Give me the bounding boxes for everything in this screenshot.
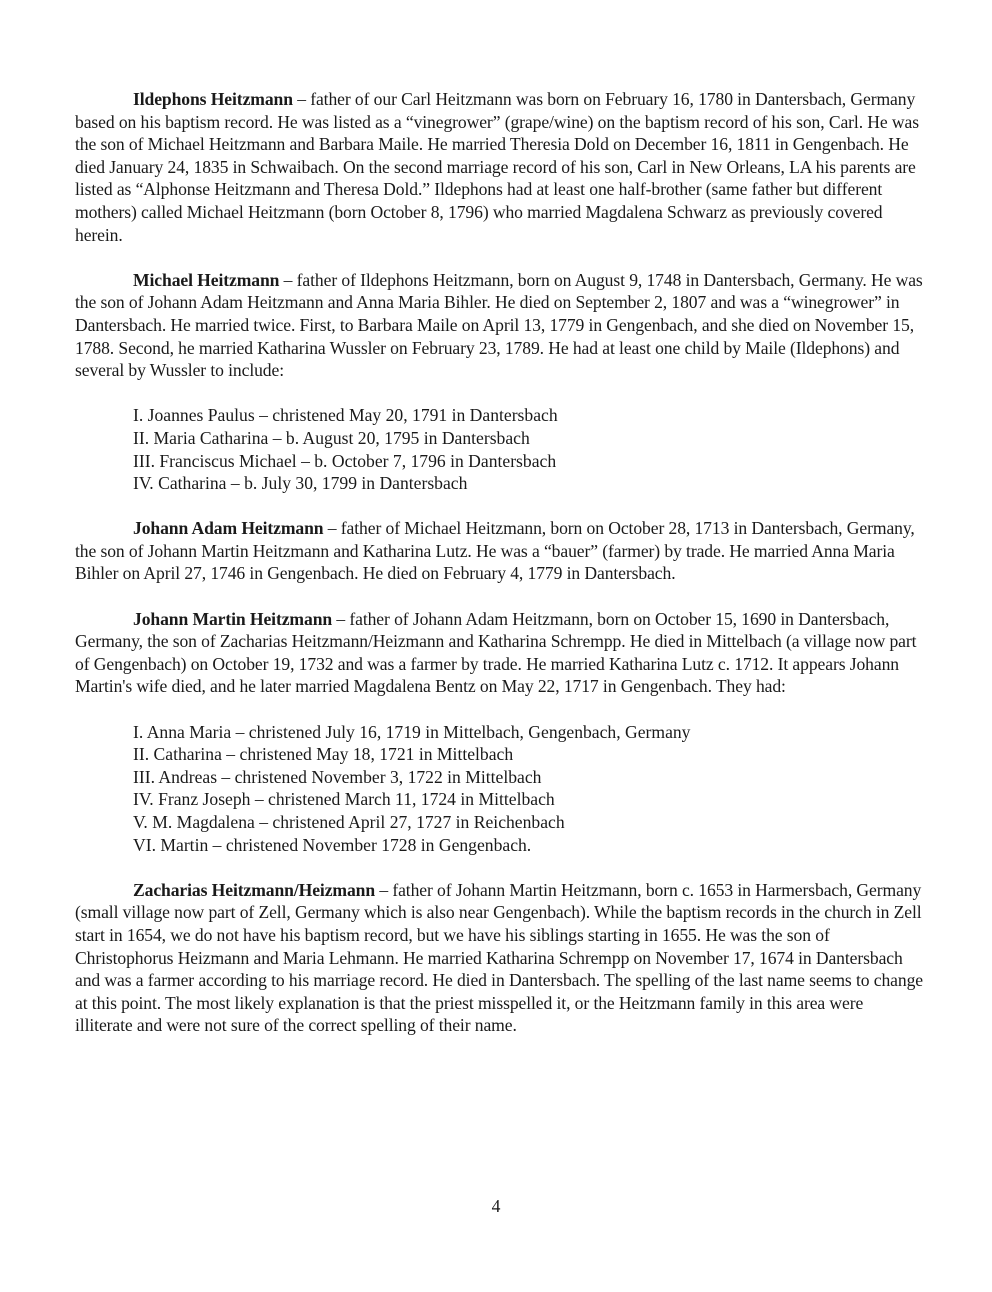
martin-children-list bbox=[75, 721, 925, 857]
list-item bbox=[133, 450, 925, 473]
list-numeral: I. bbox=[133, 405, 144, 426]
paragraph-johann-adam bbox=[75, 517, 925, 585]
list-item bbox=[133, 472, 925, 495]
paragraph-text: – father of Johann Martin Heitzmann, born c. 1653 in Harmersbach, Germany (small village now part of Zell, Germany which is also near Gengenbach). While the baptism records in the church in Zell start in 1654, we do not have his baptism record, but we have his siblings starting in 1655. He was the son of Christophorus Heizmann and Maria Lehmann. He married Katharina Schrempp on November 17, 1674 in Dantersbach and was a farmer according to his marriage record. He died in Dantersbach. The spelling of the last name seems to change at this point. The most likely explanation is that the priest misspelled it, or the Heitzmann family in this area were illiterate and were not sure of the correct spelling of their name. bbox=[75, 879, 923, 1036]
paragraph-michael bbox=[75, 269, 925, 382]
list-item bbox=[133, 427, 925, 450]
list-numeral: III. bbox=[133, 450, 155, 471]
person-name: Michael Heitzmann bbox=[133, 269, 280, 290]
paragraph-zacharias bbox=[75, 879, 925, 1037]
paragraph-johann-martin bbox=[75, 608, 925, 698]
paragraph-ildephons bbox=[75, 88, 925, 246]
list-numeral: V. bbox=[133, 812, 148, 832]
list-item-text: Catharina – b. July 30, 1799 in Dantersbach bbox=[153, 473, 468, 494]
list-item bbox=[133, 788, 925, 811]
paragraph-text: – father of Michael Heitzmann, born on October 28, 1713 in Dantersbach, Germany, the son of Johann Martin Heitzmann and Katharina Lutz. He was a “bauer” (farmer) by trade. He married Anna Maria Bihler on April 27, 1746 in Gengenbach. He died on February 4, 1779 in Dantersbach. bbox=[75, 518, 915, 584]
list-item bbox=[133, 766, 925, 789]
list-item-text: Maria Catharina – b. August 20, 1795 in Dantersbach bbox=[149, 427, 530, 448]
page-number: 4 bbox=[491, 1196, 501, 1216]
paragraph-text: – father of our Carl Heitzmann was born on February 16, 1780 in Dantersbach, Germany based on his baptism record. He was listed as a “vinegrower” (grape/wine) on the baptism record of his son, Carl. He was the son of Michael Heitzmann and Barbara Maile. He married Theresia Dold on December 16, 1811 in Gengenbach. He died January 24, 1835 in Schwaibach. On the second marriage record of his son, Carl in New Orleans, LA his parents are listed as “Alphonse Heitzmann and Theresa Dold.” Ildephons had at least one half-brother (same father but different mothers) called Michael Heitzmann (born October 8, 1796) who married Magdalena Schwarz as previously covered herein. bbox=[75, 89, 919, 245]
list-item-text: Andreas – christened November 3, 1722 in Mittelbach bbox=[154, 766, 542, 787]
list-item-text: Franciscus Michael – b. October 7, 1796 in Dantersbach bbox=[154, 450, 557, 471]
list-numeral: IV. bbox=[133, 789, 154, 810]
list-numeral: III. bbox=[133, 766, 155, 787]
list-item-text: Catharina – christened May 18, 1721 in Mittelbach bbox=[149, 744, 514, 765]
michael-children-list bbox=[75, 404, 925, 494]
list-item bbox=[133, 834, 925, 857]
list-numeral: IV. bbox=[133, 473, 154, 494]
list-numeral: VI. bbox=[133, 834, 156, 855]
person-name: Johann Martin Heitzmann bbox=[133, 608, 333, 629]
list-numeral: II. bbox=[133, 744, 150, 765]
paragraph-text: – father of Johann Adam Heitzmann, born on October 15, 1690 in Dantersbach, Germany, the son of Zacharias Heitzmann/Heizmann and Katharina Schrempp. He died in Mittelbach (a village now part of Gengenbach) on October 19, 1732 and was a farmer by trade. He married Katharina Lutz c. 1712. It appears Johann Martin's wife died, and he later married Magdalena Bentz on May 22, 1717 in Gengenbach. They had: bbox=[75, 608, 917, 697]
list-item bbox=[133, 721, 925, 744]
list-item-text: Martin – christened November 1728 in Gengenbach. bbox=[155, 834, 532, 855]
list-item bbox=[133, 811, 925, 834]
person-name: Zacharias Heitzmann/Heizmann bbox=[133, 879, 376, 900]
list-item bbox=[133, 404, 925, 427]
document-page bbox=[75, 88, 925, 1060]
person-name: Johann Adam Heitzmann bbox=[133, 518, 324, 539]
list-numeral: II. bbox=[133, 427, 150, 448]
list-item-text: Joannes Paulus – christened May 20, 1791 in Dantersbach bbox=[143, 405, 558, 426]
list-item-text: M. Magdalena – christened April 27, 1727 in Reichenbach bbox=[147, 812, 565, 832]
list-numeral: I. bbox=[133, 721, 144, 742]
list-item-text: Franz Joseph – christened March 11, 1724 in Mittelbach bbox=[153, 789, 555, 810]
list-item-text: Anna Maria – christened July 16, 1719 in Mittelbach, Gengenbach, Germany bbox=[143, 721, 691, 742]
list-item bbox=[133, 743, 925, 766]
paragraph-text: – father of Ildephons Heitzmann, born on August 9, 1748 in Dantersbach, Germany. He was the son of Johann Adam Heitzmann and Anna Maria Bihler. He died on September 2, 1807 and was a “winegrower” in Dantersbach. He married twice. First, to Barbara Maile on April 13, 1779 in Gengenbach, and she died on November 15, 1788. Second, he married Katharina Wussler on February 23, 1789. He had at least one child by Maile (Ildephons) and several by Wussler to include: bbox=[75, 269, 923, 381]
person-name: Ildephons Heitzmann bbox=[133, 89, 293, 109]
